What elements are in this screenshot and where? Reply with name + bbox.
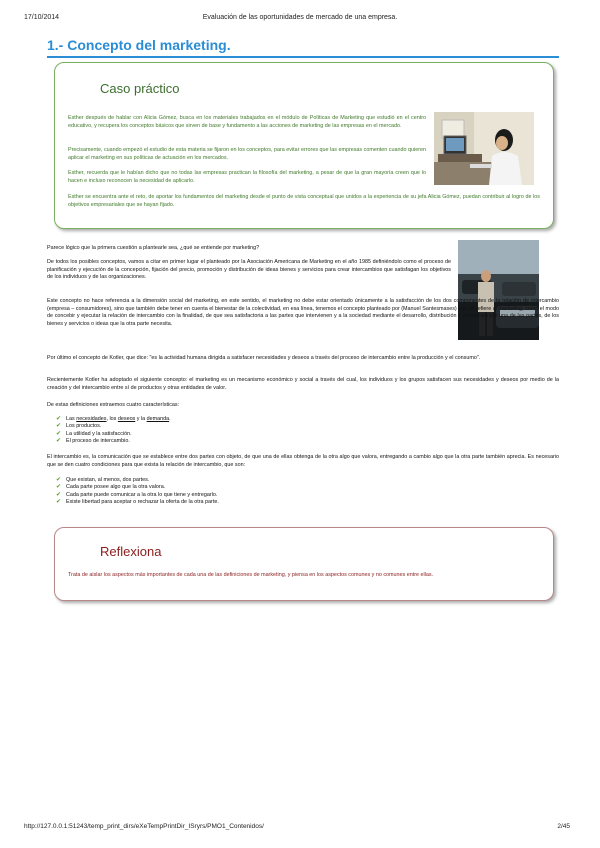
section-title-rule: [47, 56, 559, 58]
list-item: ✔ La utilidad y la satisfacción.: [56, 430, 132, 437]
body-paragraph-6: De estas definiciones extraemos cuatro características:: [47, 402, 180, 408]
list-item: ✔ El proceso de intercambio.: [56, 438, 130, 445]
reflexiona-text: Trata de aislar los aspectos más importantes de cada una de las definiciones de marketing, y piensa en los aspectos comunes y no comunes entre ellas.: [68, 572, 434, 578]
checkmark-icon: ✔: [56, 423, 62, 430]
checkmark-icon: ✔: [56, 416, 62, 422]
list-item: ✔ Existe libertad para aceptar o rechazar la oferta de la otra parte.: [56, 499, 219, 506]
list-item: ✔ Cada parte puede comunicar a la otra lo que tiene y entregarlo.: [56, 491, 218, 498]
section-title: 1.- Concepto del marketing.: [47, 37, 231, 53]
checkmark-icon: ✔: [56, 430, 62, 437]
print-url: http://127.0.0.1:51243/temp_print_dirs/eXeTempPrintDir_ISryrs/PMO1_Contenidos/: [24, 823, 264, 830]
body-paragraph-7: El intercambio es, la comunicación que se establece entre dos partes con objeto, de que una de ellas obtenga de la otra algo que valora, entregando a cambio algo que la otra parte también aprecia. Es necesario que se den cuatro condiciones para que exista la relación de intercambio, que son:: [47, 454, 559, 468]
checkmark-icon: ✔: [56, 438, 62, 445]
checkmark-icon: ✔: [56, 484, 62, 491]
checkmark-icon: ✔: [56, 499, 62, 506]
list-item: ✔ Las necesidades, los deseos y la demanda.: [56, 416, 171, 422]
list-item: ✔ Que existan, al menos, dos partes.: [56, 477, 150, 483]
caso-paragraph-2: Precisamente, cuando empezó el estudio de esta materia se fijaron en los conceptos, para evitar errores que las empresas comenten cuando quieren aplicar el marketing en sus políticas de actuación en los mercados.: [68, 147, 426, 161]
reflexiona-box: [54, 527, 554, 601]
woman-at-computer-photo: [434, 112, 534, 185]
body-paragraph-5: Recientemente Kotler ha adoptado el siguiente concepto: el marketing es un mecanismo económico y social a través del cual, los individuos y los grupos satisfacen sus necesidades y deseos por medio de la creación y del intercambio entre sí de productos y otras entidades de valor.: [47, 377, 559, 391]
list-item: ✔ Cada parte posee algo que la otra valora.: [56, 484, 166, 491]
conditions-list: [56, 477, 219, 507]
list-item: ✔ Los productos.: [56, 423, 102, 430]
caso-paragraph-4: Esther se encuentra ante el reto, de aportar los fundamentos del marketing desde el punto de vista conceptual que unidos a la experiencia de su jefa Alicia Gómez, puedan contribuir al logro de los objetivos empresariales que se hayan fijado.: [68, 194, 540, 208]
characteristics-list: [56, 416, 171, 446]
checkmark-icon: ✔: [56, 491, 62, 498]
checkmark-icon: ✔: [56, 477, 62, 483]
caso-paragraph-3: Esther, recuerda que le habían dicho que no todas las empresas practican la filosofía del marketing, a pesar de que la gran mayoría creen que lo hacen e incluso reconocen la necesidad de aplicarlo.: [68, 170, 426, 184]
print-header-title: Evaluación de las oportunidades de mercado de una empresa.: [202, 14, 398, 21]
page-number: 2/45: [557, 823, 570, 830]
print-date: 17/10/2014: [24, 14, 60, 21]
body-paragraph-4: Por último el concepto de Kotler, que dice: "es la actividad humana dirigida a satisfacer necesidades y deseos a través del proceso de intercambio entre la producción y el consumo".: [47, 355, 481, 361]
reflexiona-title: Reflexiona: [100, 544, 162, 559]
body-paragraph-3: Este concepto no hace referencia a la dimensión social del marketing, en este sentido, el marketing no debe estar orientado únicamente a la satisfacción de los dos componentes de la relación de intercambio (empresa – consumidores), sino que también debe tener en cuenta el bienestar de la colectividad, en esa línea, tenemos el concepto planteado por (Manuel Santesmases) que se refiere al marketing, como el modo de concebir y ejecutar la relación de intercambio con la finalidad, de que sea satisfactoria a las partes que intervienen y a la sociedad mediante el desarrollo, distribución y promoción por una de las partes, de los bienes y servicios o ideas que la otra parte necesita.: [47, 298, 559, 327]
caso-practico-title: Caso práctico: [100, 81, 180, 96]
body-paragraph-2: De todos los posibles conceptos, vamos a citar en primer lugar el planteado por la Asociación Americana de Marketing en el año 1985 definiéndolo como el proceso de planificación y ejecución de la concepción, fijación del precio, promoción y distribución de ideas bienes y servicios para crear intercambios que satisfagan los objetivos de los individuos y de las organizaciones.: [47, 259, 451, 281]
body-paragraph-1: Parece lógico que la primera cuestión a plantearle sea, ¿qué se entiende por marketing?: [47, 245, 260, 251]
caso-paragraph-1: Esther después de hablar con Alicia Gómez, busca en los materiales trabajados en el módulo de Políticas de Marketing que estudió en el centro educativo, y recupera los conceptos básicos que sirven de base y fundamento a las acciones de marketing de las empresas en el mercado.: [68, 115, 426, 129]
